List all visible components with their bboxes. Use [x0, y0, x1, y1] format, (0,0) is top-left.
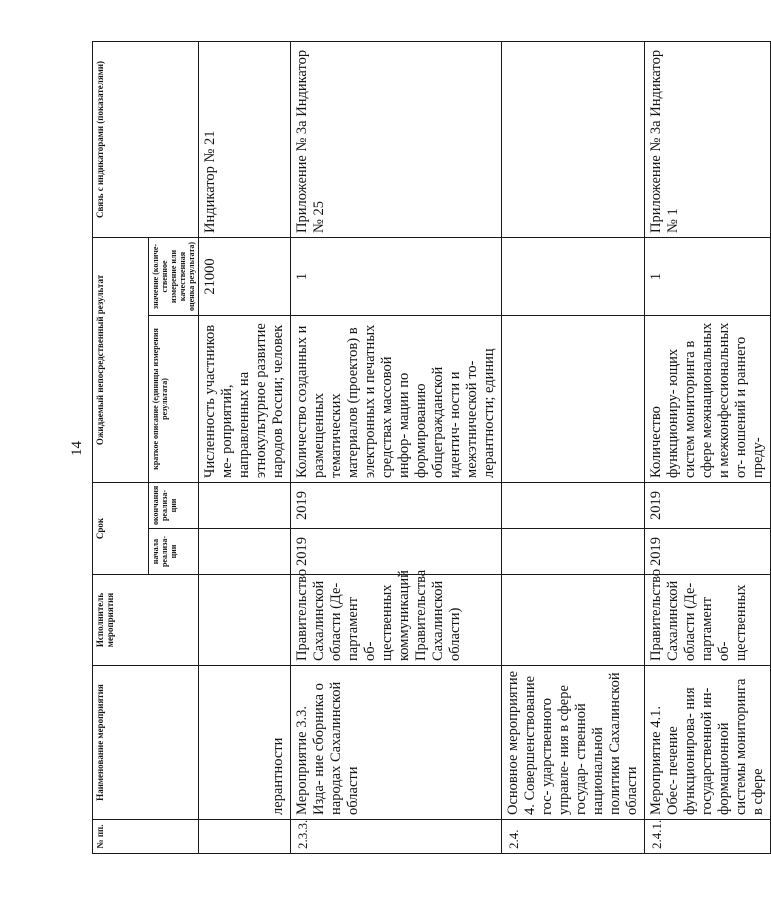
cell-result-value	[502, 237, 645, 315]
cell-result-desc	[502, 315, 645, 482]
program-table	[92, 41, 771, 854]
cell-name: лерантности	[199, 666, 291, 820]
cell-start	[502, 529, 645, 575]
cell-result-desc: Количество функциониру- ющих систем мониторинга в сфере межнациональных и межконфессиональных от- ношений и раннего преду-	[645, 315, 771, 482]
cell-start	[199, 529, 291, 575]
cell-num: 2.3.3.	[291, 820, 502, 854]
cell-name: Мероприятие 4.1. Обес- печение функционирова- ния государственной ин- формационной системы мониторинга в сфере	[645, 666, 771, 820]
cell-end: 2019	[645, 482, 771, 528]
header-result: Ожидаемый непосредственный результат	[93, 237, 149, 482]
cell-link: Приложение № 3а Индикатор № 25	[291, 41, 502, 237]
header-executor: Исполнитель мероприятия	[93, 575, 199, 666]
table-row	[502, 41, 645, 853]
cell-link: Индикатор № 21	[199, 41, 291, 237]
cell-end	[502, 482, 645, 528]
table-row	[645, 41, 771, 853]
cell-result-value: 21000	[199, 237, 291, 315]
cell-executor: Правительство Сахалинской области (Де- партамент об- щественных коммуникаций Правительства Сахалинской области)	[291, 575, 502, 666]
header-term-end: окончания реализа- ции	[149, 482, 199, 528]
cell-end: 2019	[291, 482, 502, 528]
cell-executor	[199, 575, 291, 666]
cell-num	[199, 820, 291, 854]
header-num: № пп.	[93, 820, 199, 854]
header-term-start: начала реализа- ции	[149, 529, 199, 575]
cell-result-desc: Численность участников ме- роприятий, направленных на этнокультурное развитие народов России; человек	[199, 315, 291, 482]
cell-link: Приложение № 3а Индикатор № 1	[645, 41, 771, 237]
cell-num: 2.4.	[502, 820, 645, 854]
header-result-value: значение (количе- ственное измерение или качественная оценка результата)	[149, 237, 199, 315]
header-name: Наименование мероприятия	[93, 666, 199, 820]
cell-result-value: 1	[291, 237, 502, 315]
table-row	[291, 41, 502, 853]
cell-link	[502, 41, 645, 237]
cell-num: 2.4.1.	[645, 820, 771, 854]
cell-result-value: 1	[645, 237, 771, 315]
header-link: Связь с индикаторами (показателями)	[93, 41, 199, 237]
cell-name: Мероприятие 3.3. Изда- ние сборника о народах Сахалинской области	[291, 666, 502, 820]
document-table-area	[92, 42, 766, 854]
header-result-desc: краткое описание (единицы измерения результата)	[149, 315, 199, 482]
cell-name: Основное мероприятие 4. Совершенствование гос- ударственного управле- ния в сфере государ- ственной национальной политики Сахалинской области	[502, 666, 645, 820]
cell-executor	[502, 575, 645, 666]
cell-result-desc: Количество созданных и размещенных тематических материалов (проектов) в электронных и печатных средствах массовой инфор- мации по формированию общегражданской идентич- ности и межэтнической то- лерантности; единиц	[291, 315, 502, 482]
page-number: 14	[69, 441, 85, 456]
cell-end	[199, 482, 291, 528]
table-header-row	[93, 41, 149, 853]
header-term: Срок	[93, 482, 149, 574]
table-row	[199, 41, 291, 853]
cell-start: 2019	[291, 529, 502, 575]
cell-start: 2019	[645, 529, 771, 575]
cell-executor: Правительство Сахалинской области (Де- партамент об- щественных	[645, 575, 771, 666]
